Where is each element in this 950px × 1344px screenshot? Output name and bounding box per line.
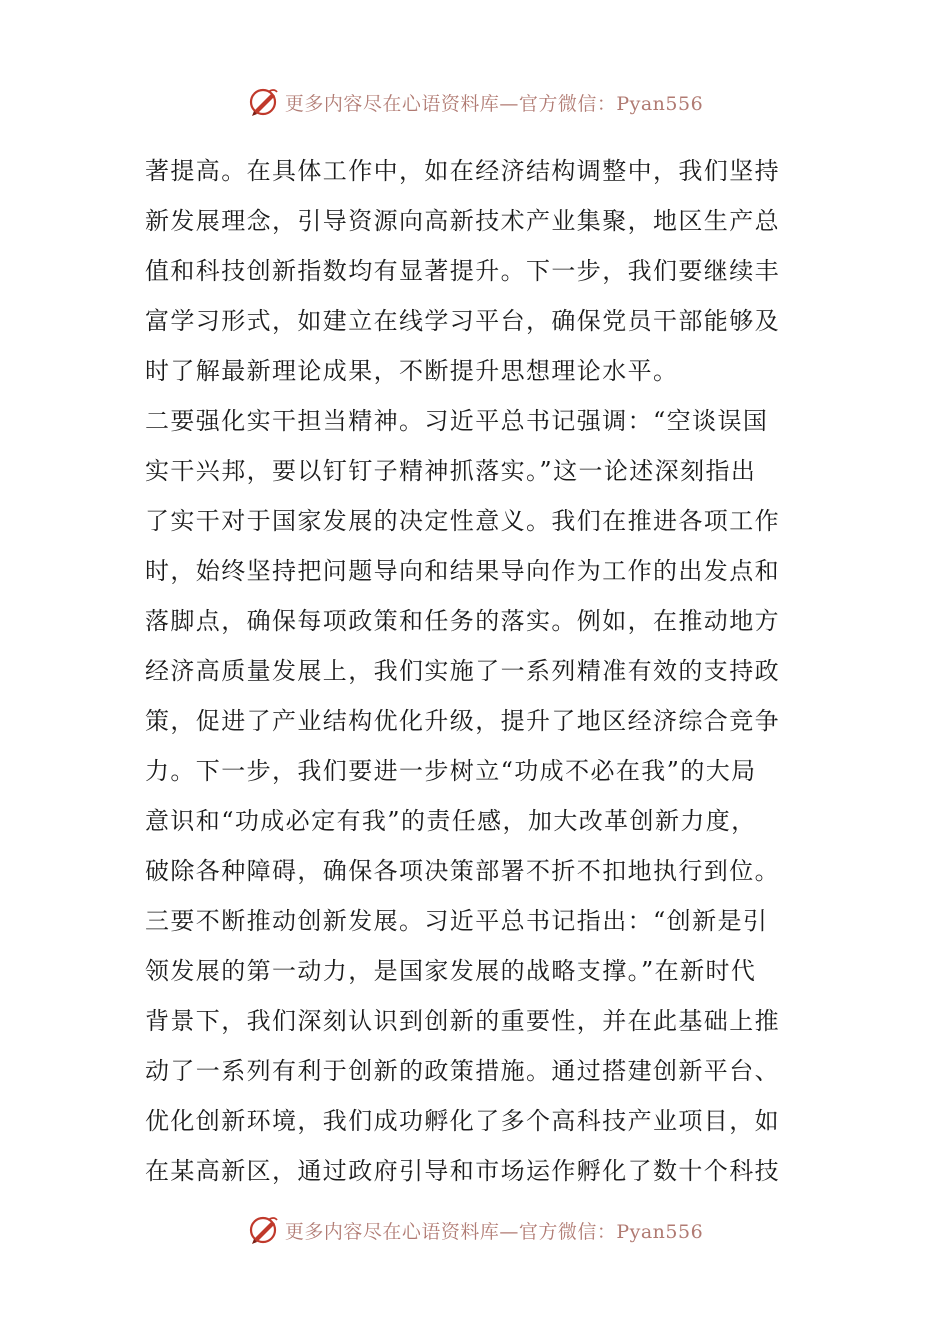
body-line: 优化创新环境，我们成功孵化了多个高科技产业项目，如 xyxy=(145,1107,780,1135)
body-line: 破除各种障碍，确保各项决策部署不折不扣地执行到位。 xyxy=(145,857,780,885)
body-line: 力。下一步，我们要进一步树立“功成不必在我”的大局 xyxy=(145,757,757,785)
pen-logo-icon xyxy=(247,85,281,119)
body-line: 实干兴邦，要以钉钉子精神抓落实。”这一论述深刻指出 xyxy=(145,457,757,485)
body-line: 三要不断推动创新发展。习近平总书记指出：“创新是引 xyxy=(145,907,769,935)
header-banner xyxy=(0,82,950,122)
body-line: 时了解最新理论成果，不断提升思想理论水平。 xyxy=(145,357,679,385)
body-line: 新发展理念，引导资源向高新技术产业集聚，地区生产总 xyxy=(145,207,780,235)
body-line: 二要强化实干担当精神。习近平总书记强调：“空谈误国 xyxy=(145,407,769,435)
body-line: 意识和“功成必定有我”的责任感，加大改革创新力度， xyxy=(145,807,757,835)
footer-banner-text: 更多内容尽在心语资料库—官方微信：Pyan556 xyxy=(284,1220,704,1243)
body-line: 时，始终坚持把问题导向和结果导向作为工作的出发点和 xyxy=(145,557,780,585)
footer-banner xyxy=(0,1210,950,1250)
document-body xyxy=(145,146,807,1196)
body-line: 值和科技创新指数均有显著提升。下一步，我们要继续丰 xyxy=(145,257,780,285)
header-banner-text: 更多内容尽在心语资料库—官方微信：Pyan556 xyxy=(284,92,704,115)
body-line: 著提高。在具体工作中，如在经济结构调整中，我们坚持 xyxy=(145,157,780,185)
pen-logo-icon xyxy=(247,1213,281,1247)
body-line: 富学习形式，如建立在线学习平台，确保党员干部能够及 xyxy=(145,307,780,335)
body-line: 在某高新区，通过政府引导和市场运作孵化了数十个科技 xyxy=(145,1157,780,1185)
body-line: 经济高质量发展上，我们实施了一系列精准有效的支持政 xyxy=(145,657,780,685)
body-line: 策，促进了产业结构优化升级，提升了地区经济综合竞争 xyxy=(145,707,780,735)
body-line: 背景下，我们深刻认识到创新的重要性，并在此基础上推 xyxy=(145,1007,780,1035)
body-line: 领发展的第一动力，是国家发展的战略支撑。”在新时代 xyxy=(145,957,757,985)
body-line: 动了一系列有利于创新的政策措施。通过搭建创新平台、 xyxy=(145,1057,780,1085)
body-line: 落脚点，确保每项政策和任务的落实。例如，在推动地方 xyxy=(145,607,780,635)
body-line: 了实干对于国家发展的决定性意义。我们在推进各项工作 xyxy=(145,507,780,535)
